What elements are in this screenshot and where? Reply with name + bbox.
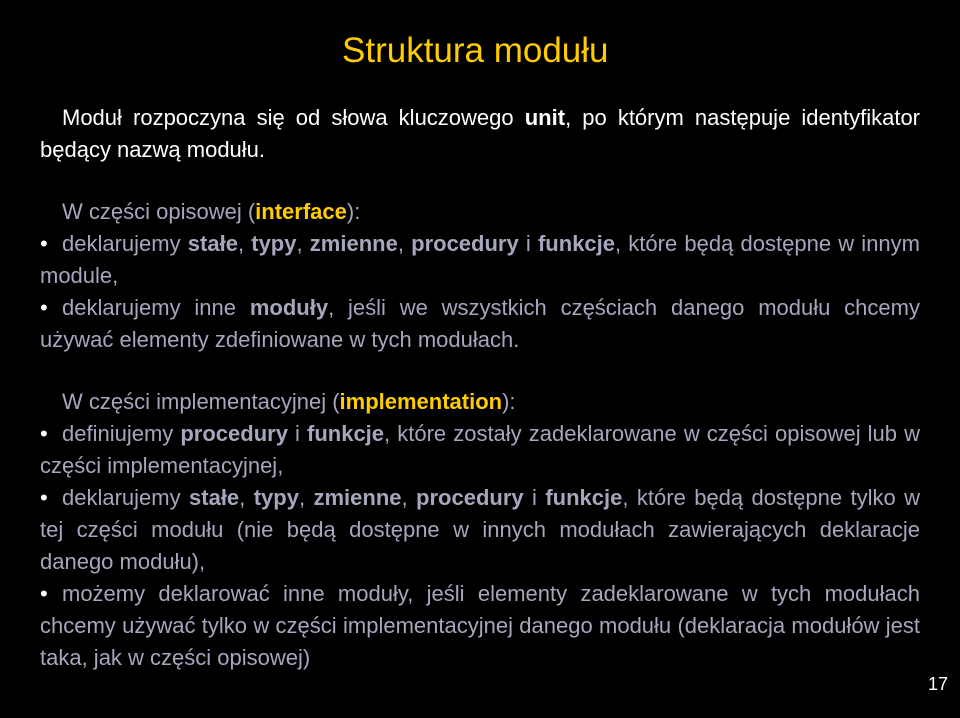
interface-bullet-1 xyxy=(40,228,920,292)
bullet-icon: • xyxy=(40,231,48,256)
ib2-t1: deklarujemy inne xyxy=(62,295,250,320)
interface-head-after: ): xyxy=(346,199,361,224)
implementation-section xyxy=(40,386,920,674)
ib1-t6: , które będą dostępne w innym module, xyxy=(40,231,920,288)
implementation-bullet-1 xyxy=(40,418,920,482)
slide-title: Struktura modułu xyxy=(342,31,609,70)
interface-heading xyxy=(40,196,920,228)
ib1-t1: deklarujemy xyxy=(62,231,188,256)
interface-head-before: W części opisowej ( xyxy=(62,199,256,224)
ib1-k4: procedury xyxy=(411,231,519,256)
implementation-bullet-2 xyxy=(40,482,920,578)
intro-block xyxy=(40,102,920,166)
mb2-t3: , xyxy=(298,485,314,510)
implementation-bullet-list xyxy=(40,418,920,674)
mb2-t1: deklarujemy xyxy=(62,485,190,510)
implementation-keyword: implementation xyxy=(339,389,503,414)
ib2-t2: , jeśli we wszystkich częściach danego modułu chcemy używać elementy zdefiniowane w tych modułach. xyxy=(40,295,920,352)
ib1-k3: zmienne xyxy=(309,231,398,256)
mb1-t2: i xyxy=(287,421,307,446)
mb2-k3: zmienne xyxy=(313,485,402,510)
bullet-icon: • xyxy=(40,295,48,320)
mb1-t3: , które zostały zadeklarowane w części opisowej lub w części implementacyjnej, xyxy=(40,421,920,478)
ib1-k1: stałe xyxy=(187,231,238,256)
mb2-k5: funkcje xyxy=(545,485,623,510)
intro-paragraph xyxy=(40,102,920,166)
mb2-t6: , które będą dostępne tylko w tej części modułu (nie będą dostępne w innych modułach zawierających deklaracje danego modułu), xyxy=(40,485,921,574)
ib1-k2: typy xyxy=(251,231,297,256)
ib2-k1: moduły xyxy=(249,295,329,320)
page-number: 17 xyxy=(927,674,948,694)
ib1-t5: i xyxy=(518,231,538,256)
mb1-k1: procedury xyxy=(180,421,288,446)
mb2-k1: stałe xyxy=(189,485,240,510)
mb3-t1: możemy deklarować inne moduły, jeśli elementy zadeklarowane w tych modułach chcemy używać tylko w części implementacyjnej danego modułu (deklaracja modułów jest taka, jak w części opisowej) xyxy=(40,581,920,670)
mb2-k2: typy xyxy=(253,485,299,510)
mb1-t1: definiujemy xyxy=(62,421,181,446)
ib1-k5: funkcje xyxy=(537,231,616,256)
bullet-icon: • xyxy=(40,581,48,606)
interface-keyword: interface xyxy=(255,199,347,224)
mb2-t5: i xyxy=(523,485,546,510)
bullet-icon: • xyxy=(40,421,48,446)
interface-section xyxy=(40,196,920,356)
bullet-icon: • xyxy=(40,485,48,510)
mb2-k4: procedury xyxy=(416,485,524,510)
interface-bullet-list xyxy=(40,228,920,356)
intro-text-after: , po którym następuje identyfikator będący nazwą modułu. xyxy=(40,105,921,162)
mb1-k2: funkcje xyxy=(307,421,385,446)
mb2-t2: , xyxy=(239,485,254,510)
mb2-t4: , xyxy=(401,485,417,510)
intro-text-before: Moduł rozpoczyna się od słowa kluczowego xyxy=(62,105,525,130)
intro-keyword-unit: unit xyxy=(524,105,566,130)
ib1-t4: , xyxy=(397,231,412,256)
ib1-t3: , xyxy=(296,231,310,256)
implementation-heading xyxy=(40,386,920,418)
impl-head-after: ): xyxy=(502,389,516,414)
impl-head-before: W części implementacyjnej ( xyxy=(62,389,340,414)
ib1-t2: , xyxy=(237,231,252,256)
implementation-bullet-3 xyxy=(40,578,920,674)
interface-bullet-2 xyxy=(40,292,920,356)
